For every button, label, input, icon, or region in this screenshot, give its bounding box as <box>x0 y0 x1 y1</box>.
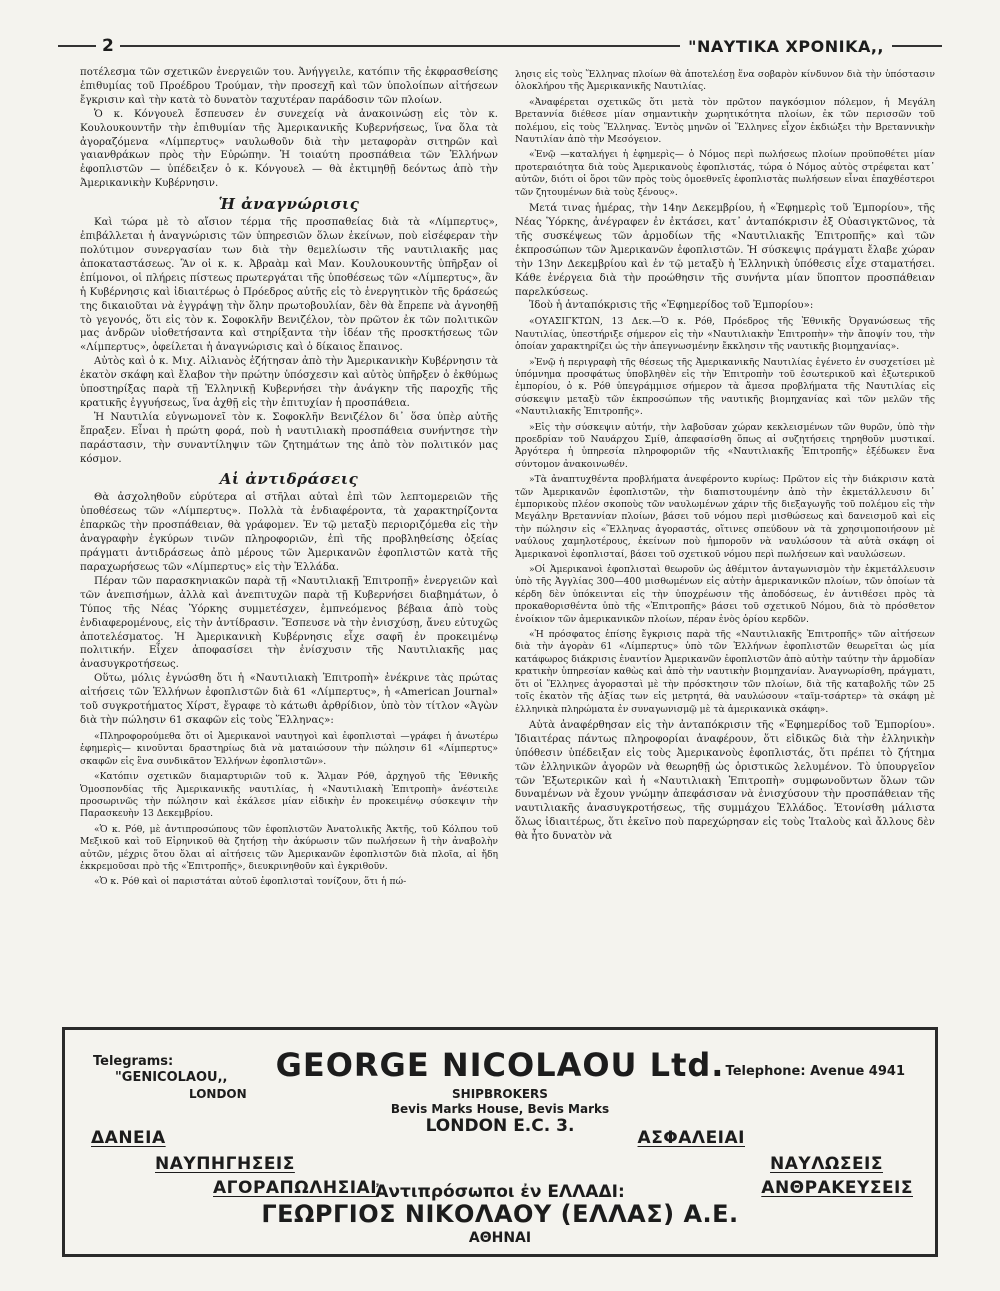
quoted-paragraph: «Κατόπιν σχετικῶν διαμαρτυριῶν τοῦ κ. Ἄλμαν Ρόθ, ἀρχηγοῦ τῆς Ἐθνικῆς Ὁμοσπονδίας τῆς Ἀμερικανικῆς ναυτιλίας, ἡ «Ναυτιλιακὴ Ἐπιτροπὴ» ἀνέστειλε προσωρινῶς τὴν πώλησιν καὶ ἐκάλεσε μίαν εἰδικὴν ἐν προκειμένῳ σύσκεψιν τὴν Παρασκευὴν 13 Δεκεμβρίου. <box>80 771 498 820</box>
quoted-paragraph: «ΟΥΑΣΙΓΚΤΩΝ, 13 Δεκ.—Ὁ κ. Ρόθ, Πρόεδρος τῆς Ἐθνικῆς Ὀργανώσεως τῆς Ναυτιλίας, ὑπεστήριξε σήμερον εἰς τὴν «Ναυτιλιακὴν Ἐπιτροπὴν» τὴν ἄποψίν του, τὴν ὁποίαν χαρακτηρίζει ὡς τὴν ἀπεγνωσμένην ἔκκλησιν τῆς ναυτικῆς βιομηχανίας». <box>515 316 935 353</box>
right-column <box>515 66 935 1016</box>
paragraph: Αὐτὸς καὶ ὁ κ. Μιχ. Αἰλιανὸς ἐζήτησαν ἀπὸ τὴν Ἀμερικανικὴν Κυβέρνησιν τὰ ἑκατὸν σκάφη καὶ ἔλαβον τὴν πρώτην ὑπόσχεσιν καὶ αὐτὸς ὑπῆρξεν ὁ ἐκθύμως ὑποστηρίξας παρὰ τῇ Ἑλληνικῇ Κυβερνήσει τὴν ἀνάγκην τῆς παροχῆς τῆς κρατικῆς ἐγγυήσεως, ἵνα ἀχθῇ εἰς τὴν ἐπιτυχίαν ἡ προσπάθεια. <box>80 356 498 409</box>
ad-city: LONDON E.C. 3. <box>425 1116 575 1136</box>
left-column <box>80 66 498 1016</box>
section-heading-reactions: Αἱ ἀντιδράσεις <box>219 470 359 489</box>
quoted-paragraph: «Ἀναφέρεται σχετικῶς ὅτι μετὰ τὸν πρῶτον παγκόσμιον πόλεμον, ἡ Μεγάλη Βρεταννία διέθεσε μίαν σημαντικὴν χωρητικότητα πλοίων, ἐκ τῶν περισσῶν τοῦ πολέμου, εἰς τοὺς Ἕλληνας. Ἐντὸς μηνῶν οἱ Ἕλληνες εἶχον ἐκδιώξει τὴν Βρεταννικὴν Ναυτιλίαν ἀπὸ τὴν Μεσόγειον. <box>515 96 935 146</box>
ad-service-sales: ΑΓΟΡΑΠΩΛΗΣΙΑΙ <box>213 1178 378 1198</box>
paragraph: Οὕτω, μόλις ἐγνώσθη ὅτι ἡ «Ναυτιλιακὴ Ἐπιτροπὴ» ἐνέκρινε τὰς πρώτας αἰτήσεις τῶν Ἑλλήνων ἐφοπλιστῶν διὰ 61 «Λίμπερτυς», ἡ «American Journal» τοῦ συγκροτήματος Χίρστ, ἔγραφε τὸ κάτωθι ἀρθρίδιον, ὑπὸ τὸν τίτλον «Ἀγὼν διὰ τὴν πώλησιν 61 σκαφῶν εἰς τοὺς Ἕλληνας»: <box>80 673 498 726</box>
paragraph: Πέραν τῶν παρασκηνιακῶν παρὰ τῇ «Ναυτιλιακῇ Ἐπιτροπῇ» ἐνεργειῶν καὶ τῶν ἀνεπισήμων, ἀλλὰ καὶ ἀνεπιτυχῶν παρὰ τῇ Κυβερνήσει διαβημάτων, ὁ Τύπος τῆς Νέας Ὑόρκης συμμετέσχεν, ἐμπνεόμενος βέβαια ἀπὸ τοὺς ἐνδιαφερομένους, εἰς τὴν ἀντίδρασιν. Ἔσπευσε νὰ τὴν ἐνισχύσῃ, ἄνευ εὐτυχῶς ἀποτελέσματος. Ἡ Ἀμερικανικὴ Κυβέρνησις εἶχε σαφῆ ἐν προκειμένῳ πολιτικήν. Εἶχεν ἀποφασίσει τὴν ἐνίσχυσιν τῆς Ναυτιλιακῆς μας ἀνασυγκροτήσεως. <box>80 575 498 671</box>
paragraph: Καὶ τώρα μὲ τὸ αἴσιον τέρμα τῆς προσπαθείας διὰ τὰ «Λίμπερτυς», ἐπιβάλλεται ἡ ἀναγνώρισις τῶν ὑπηρεσιῶν ὅλων ἐκείνων, ποὺ εἰσέφεραν τὴν πολύτιμον συνεργασίαν των διὰ τὴν θεμελίωσιν τῆς ναυτιλιακῆς μας ἀποκαταστάσεως. Ἂν οἱ κ. κ. Ἀβραὰμ καὶ Μαν. Κουλουκουντῆς ὑπῆρξαν οἱ ἐπίμονοι, οἱ πλήρεις πίστεως πρωτεργάται τῆς ὑποθέσεως τῶν «Λίμπερτυς», ἂν ἡ Κυβέρνησις καὶ ἰδιαιτέρως ὁ Πρόεδρος αὐτῆς εἰς τὸ ἐνεργητικὸν τῆς δράσεώς της δικαιοῦται νὰ ἐγγράψῃ τὴν ὅλην πρωτοβουλίαν, δὲν θὰ ἔπρεπε νὰ ἀγνοηθῇ τὸ γεγονός, ὅτι εἰς τὸν κ. Σοφοκλῆν Βενιζέλον, τὸν πρῶτον ἐκ τῶν πολιτικῶν μας ἀνδρῶν υἱοθετήσαντα καὶ στηρίξαντα τὴν ἰδέαν τῆς προσκτήσεως τῶν «Λίμπερτυς», ὀφείλεται ἡ ἀναγνώρισις καὶ ὁ δίκαιος ἔπαινος. <box>80 217 498 354</box>
header-rule-left <box>58 45 96 47</box>
paragraph: Μετά τινας ἡμέρας, τὴν 14ην Δεκεμβρίου, ἡ «Ἐφημερὶς τοῦ Ἐμπορίου», τῆς Νέας Ὑόρκης, ἀνέγραφεν ἐν ἐκτάσει, κατ᾿ ἀνταπόκρισιν ἐξ Οὐασιγκτῶνος, τὰ τῆς συσκέψεως τῶν ἁρμοδίων τῆς «Ναυτιλιακῆς Ἐπιτροπῆς» καὶ τῶν ἐκπροσώπων τῶν Ἀμερικανῶν ἐφοπλιστῶν. Ἡ σύσκεψις πράγματι ἔλαβε χώραν τὴν 13ην Δεκεμβρίου καὶ ἐν τῷ μεταξὺ ἡ Ἑλληνικὴ ὑπόθεσις εἶχε σταματήσει. Κάθε ἐνέργεια διὰ τὴν προώθησιν τῆς συνήντα μίαν ὕποπτον προσπάθειαν παρελκύσεως. <box>515 203 935 298</box>
paragraph: Ἰδοὺ ἡ ἀνταπόκρισις τῆς «Ἐφημερίδος τοῦ Ἐμπορίου»: <box>529 300 814 312</box>
publication-title: "ΝΑΥΤΙΚΑ ΧΡΟΝΙΚΑ,, <box>688 36 884 56</box>
quoted-paragraph: «Ἡ πρόσφατος ἐπίσης ἔγκρισις παρὰ τῆς «Ναυτιλιακῆς Ἐπιτροπῆς» τῶν αἰτήσεων διὰ τὴν ἀγορὰν 61 «Λίμπερτυς» ὑπὸ τῶν Ἑλλήνων ἐφοπλιστῶν θεωρεῖται ὡς μία κατάφωρος διάκρισις ἐναντίον Ἀμερικανῶν ἐφοπλιστῶν ἀπὸ αὐτὴν ταύτην τὴν ἁρμοδίαν κρατικὴν ὑπηρεσίαν καθὼς καὶ ἀπὸ τὴν ναυτικὴν βιομηχανίαν. Ἀναγνωρίσθη, πράγματι, ὅτι οἱ Ἕλληνες ἀγορασταὶ μὲ τὴν πρόσκτησιν τῶν πλοίων, διὰ τῆς καταβολῆς τῶν 25 τοῖς ἑκατὸν τῆς ἀξίας των εἰς μετρητά, θὰ ναυλώσουν «ταϊμ-τσάρτερ» τὰ σκάφη μὲ ἑλληνικὰ πληρώματα ἐν συναγωνισμῷ μὲ τὰ ἀμερικανικὰ σκάφη». <box>515 629 935 715</box>
header-rule-right <box>892 45 942 47</box>
section-heading-recognition: Ἡ ἀναγνώρισις <box>218 195 360 214</box>
quoted-paragraph: «Ἐνῷ —καταλήγει ἡ ἐφημερὶς— ὁ Νόμος περὶ πωλήσεως πλοίων προϋποθέτει μίαν προτεραιότητα διὰ τοὺς Ἀμερικανοὺς ἐφοπλιστάς, τώρα ὁ Νόμος αὐτὸς στρέφεται κατ᾿ αὐτῶν, διότι οἱ ὅροι τῶν πρὸς τοὺς ὁμοεθνεῖς ἐφοπλιστὰς πωλήσεων εἶναι ἐπαχθέστεροι τῶν ζητουμένων διὰ τοὺς ξένους». <box>515 149 935 198</box>
quoted-paragraph: »Ἐνῷ ἡ περιγραφὴ τῆς θέσεως τῆς Ἀμερικανικῆς Ναυτιλίας ἐγένετο ἐν συσχετίσει μὲ ὑπόμνημα προσφάτως ὑποβληθὲν εἰς τὴν Ἐπιτροπὴν τοῦ ἐσωτερικοῦ καὶ ἐξωτερικοῦ ἐμπορίου, ὁ κ. Ρόθ ὑπεγράμμισε σήμερον τὰ ἄμεσα προβλήματα τῆς Ναυτιλίας εἰς σύσκεψιν μεταξὺ τῶν ἐκπροσώπων τῆς ναυτικῆς βιομηχανίας καὶ τῶν μελῶν τῆς «Ναυτιλιακῆς Ἐπιτροπῆς». <box>515 356 935 418</box>
page-header <box>58 34 942 58</box>
ad-company-name: GEORGE NICOLAOU Ltd. <box>275 1046 725 1084</box>
paragraph: Ἡ Ναυτιλία εὐγνωμονεῖ τὸν κ. Σοφοκλῆν Βενιζέλον δι᾿ ὅσα ὑπὲρ αὐτῆς ἔπραξεν. Εἶναι ἡ πρώτη φορά, ποὺ ἡ ναυτιλιακὴ προσπάθεια συνήντησε τὴν παράστασιν, τὴν συναντίληψιν τῶν ζητημάτων της ἀπὸ τὸν πολιτικόν μας κόσμον. <box>80 411 498 465</box>
paragraph: ποτέλεσμα τῶν σχετικῶν ἐνεργειῶν του. Ἀνήγγειλε, κατόπιν τῆς ἐκφρασθείσης ἐπιθυμίας τοῦ Προέδρου Τρούμαν, τὴν προσεχῆ καὶ τῶν ὑπολοίπων αἰτήσεων ἔγκρισιν καὶ τὴν κατὰ τὸ δυνατὸν ταχυτέραν παράδοσιν τῶν πλοίων. <box>80 67 498 106</box>
ad-service-loans: ΔΑΝΕΙΑ <box>91 1128 166 1148</box>
quoted-paragraph: »Οἱ Ἀμερικανοὶ ἐφοπλισταὶ θεωροῦν ὡς ἀθέμιτον ἀνταγωνισμὸν τὴν ἐκμετάλλευσιν ὑπὸ τῆς Ἀγγλίας 300—400 μισθωμένων εἰς αὐτὴν ἀμερικανικῶν πλοίων, τῶν ὁποίων τὰ κέρδη δὲν ὑπόκεινται εἰς τὴν ὑποχρέωσιν τῆς ἀποδόσεως, ἐν ἀντιθέσει πρὸς τὰ προκαθορισθέντα ὑπὸ τῆς «Ἐπιτροπῆς» βάσει τοῦ σχετικοῦ Νόμου, διὰ τὸ πρόσθετον ἐνοίκιον τῶν ἀμερικανικῶν πλοίων, πέραν ἑνὸς ὁρίου κερδῶν. <box>515 564 935 625</box>
ad-address: Bevis Marks House, Bevis Marks <box>390 1102 610 1116</box>
paragraph: Ὁ κ. Κόνγουελ ἔσπευσεν ἐν συνεχείᾳ νὰ ἀνακοινώσῃ εἰς τὸν κ. Κουλουκουντῆν τὴν ἐπιθυμίαν τῆς Ἀμερικανικῆς Κυβερνήσεως, ἵνα ὅλα τὰ ἀγοραζόμενα «Λίμπερτυς» ναυλωθοῦν διὰ τὴν μεταφορὰν σιτηρῶν καὶ γαιανθράκων πρὸς τὴν Εὐρώπην. Ἡ τοιαύτη προσπάθεια τῶν Ἑλλήνων ἐφοπλιστῶν — ὑπέδειξεν ὁ κ. Κόνγουελ — θὰ ἐκτιμηθῇ δεόντως ἀπὸ τὴν Ἀμερικανικὴν Κυβέρνησιν. <box>80 108 498 190</box>
ad-telegrams-label: Telegrams: <box>93 1054 174 1069</box>
paragraph: Αὐτὰ ἀναφέρθησαν εἰς τὴν ἀνταπόκρισιν τῆς «Ἐφημερίδος τοῦ Ἐμπορίου». Ἰδιαιτέρας πάντως πληροφορίαι ἀναφέρουν, ὅτι εἰδικῶς διὰ τὴν ἑλληνικὴν ὑπόθεσιν ὑπέδειξαν εἰς τοὺς Ἀμερικανοὺς ἐφοπλιστάς, ὅτι πρέπει τὸ ζήτημα τῶν ἑλληνικῶν ἀγορῶν νὰ θεωρηθῇ ὡς ὁριστικῶς λελυμένον. Τὸ ὑπουργεῖον τῶν Ἐξωτερικῶν καὶ ἡ «Ναυτιλιακὴ Ἐπιτροπὴ» συμφωνοῦντων ὅλων τῶν δυναμένων νὰ ἔχουν γνώμην ἀπεφάσισαν νὰ ἐνισχύσουν τὴν προσπάθειαν τῆς ναυτιλιακῆς ἀνασυγκροτήσεως, τῆς συμμάχου Ἑλλάδος. Ἐτονίσθη μάλιστα ὅλως ἰδιαιτέρως, ὅτι ἐκεῖνο ποὺ παρεχώρησαν εἰς τοὺς Ἰταλοὺς καὶ ἄλλους δὲν θὰ ἦτο δυνατὸν νὰ <box>515 719 935 843</box>
quoted-paragraph: »Εἰς τὴν σύσκεψιν αὐτήν, τὴν λαβοῦσαν χώραν κεκλεισμένων τῶν θυρῶν, ὑπὸ τὴν προεδρίαν τοῦ Ναυάρχου Σμίθ, ἀπεφασίσθη ὅπως αἱ συζητήσεις τηρηθοῦν μυστικαί. Ἀργότερα ἡ ὑπηρεσία πληροφοριῶν τῆς «Ναυτιλιακῆς Ἐπιτροπῆς» ἐξέδωκεν ἕνα σύντομον ἀνακοινωθέν. <box>515 421 935 470</box>
ad-service-bunkering: ΑΝΘΡΑΚΕΥΣΕΙΣ <box>761 1178 913 1198</box>
ad-service-insurance: ΑΣΦΑΛΕΙΑΙ <box>637 1128 745 1148</box>
ad-service-chartering: ΝΑΥΛΩΣΕΙΣ <box>770 1154 883 1174</box>
quoted-paragraph: «Πληροφορούμεθα ὅτι οἱ Ἀμερικανοὶ ναυτηγοὶ καὶ ἐφοπλισταὶ —γράφει ἡ ἀνωτέρω ἐφημερὶς— κινοῦνται δραστηρίως διὰ νὰ ματαιώσουν τὴν πώλησιν 61 «Λίμπερτυς» σκαφῶν εἰς ἓνα συνδικᾶτον Ἑλλήνων ἐφοπλιστῶν». <box>80 730 498 767</box>
ad-service-shipbuilding: ΝΑΥΠΗΓΗΣΕΙΣ <box>155 1154 295 1174</box>
ad-representatives-label: Ἀντιπρόσωποι ἐν ΕΛΛΑΔΙ: <box>375 1182 625 1202</box>
quoted-paragraph: »Τὰ ἀναπτυχθέντα προβλήματα ἀνεφέροντο κυρίως: Πρῶτον εἰς τὴν διάκρισιν κατὰ τῶν Ἀμερικανῶν ἐφοπλιστῶν, τὴν διαπιστουμένην ἀπὸ τὴν ἐκμετάλλευσιν δι᾿ ἐμπορικοὺς πλέον σκοποὺς τῶν ναυλωμένων χάριν τῆς διεξαγωγῆς τοῦ πολέμου εἰς τὴν Μεγάλην Βρεταννίαν πλοίων, βάσει τοῦ νόμου περὶ μισθώσεως καὶ δανεισμοῦ καὶ εἰς τὴν πώλησιν εἰς «Ἕλληνας ἀγοραστάς, οἵτινες σπεύδουν νὰ τὰ χρησιμοποιήσουν μὲ ναύλους χαμηλοτέρους, ἐκείνων ποὺ ἠμποροῦν νὰ ναυλώσουν τὰ αὐτὰ σκάφη οἱ Ἀμερικανοὶ ἐφοπλισταί, βάσει τοῦ σχετικοῦ νόμου περὶ πωλήσεων καὶ ναυλώσεων. <box>515 474 935 560</box>
page-number: 2 <box>102 36 114 56</box>
ad-telegrams-city: LONDON <box>189 1087 247 1101</box>
quoted-paragraph: λησις εἰς τοὺς Ἕλληνας πλοίων θὰ ἀποτελέσῃ ἕνα σοβαρὸν κίνδυνον διὰ τὴν ὑπόστασιν ὁλοκλήρου τῆς Ἀμερικανικῆς Ναυτιλίας. <box>515 69 935 93</box>
quoted-paragraph: «Ὁ κ. Ρόθ, μὲ ἀντιπροσώπους τῶν ἐφοπλιστῶν Ἀνατολικῆς Ἀκτῆς, τοῦ Κόλπου τοῦ Μεξικοῦ καὶ τοῦ Εἰρηνικοῦ θὰ ζητήσῃ τὴν ἀκύρωσιν τῶν πωλήσεων ἢ τὴν ἀναβολὴν αὐτῶν, μέχρις ὅτου ὅλαι αἱ αἰτήσεις τῶν Ἀμερικανῶν ἐφοπλιστῶν διὰ πλοῖα, αἱ ἤδη ἐκκρεμοῦσαι πρὸ τῆς «Ἐπιτροπῆς», διευκρινηθοῦν καὶ ἐγκριθοῦν. <box>80 823 498 872</box>
ad-representative-name: ΓΕΩΡΓΙΟΣ ΝΙΚΟΛΑΟΥ (ΕΛΛΑΣ) Α.Ε. <box>261 1200 739 1228</box>
ad-telephone: Telephone: Avenue 4941 <box>725 1064 905 1079</box>
ad-telegrams-address: "GENICOLAOU,, <box>115 1070 228 1085</box>
header-rule-middle <box>120 45 680 47</box>
ad-representative-city: ΑΘΗΝΑΙ <box>468 1230 532 1246</box>
ad-shipbrokers: SHIPBROKERS <box>452 1087 548 1101</box>
advertisement-box <box>62 1027 938 1257</box>
quoted-paragraph: «Ὁ κ. Ρόθ καὶ οἱ παριστάται αὐτοῦ ἐφοπλισταὶ τονίζουν, ὅτι ἡ πώ- <box>94 876 407 888</box>
paragraph: Θὰ ἀσχοληθοῦν εὐρύτερα αἱ στῆλαι αὐταὶ ἐπὶ τῶν λεπτομερειῶν τῆς ὑποθέσεως τῶν «Λίμπερτυς». Πολλὰ τὰ ἐνδιαφέροντα, τὰ χαρακτηρίζοντα ἐπαρκῶς τὴν προσπάθειαν, θὰ γράφομεν. Ἐν τῷ μεταξὺ περιοριζόμεθα εἰς τὴν ἀναγραφὴν ἐγκύρων τινῶν πληροφοριῶν, ἐπὶ τῆς προβληθείσης ὀξείας πράγματι ἀντιδράσεως ἀπὸ μέρους τῶν Ἀμερικανῶν ἐφοπλιστῶν κατὰ τῆς παραχωρήσεως τῶν «Λίμπερτυς» εἰς τὴν Ἑλλάδα. <box>80 492 498 573</box>
